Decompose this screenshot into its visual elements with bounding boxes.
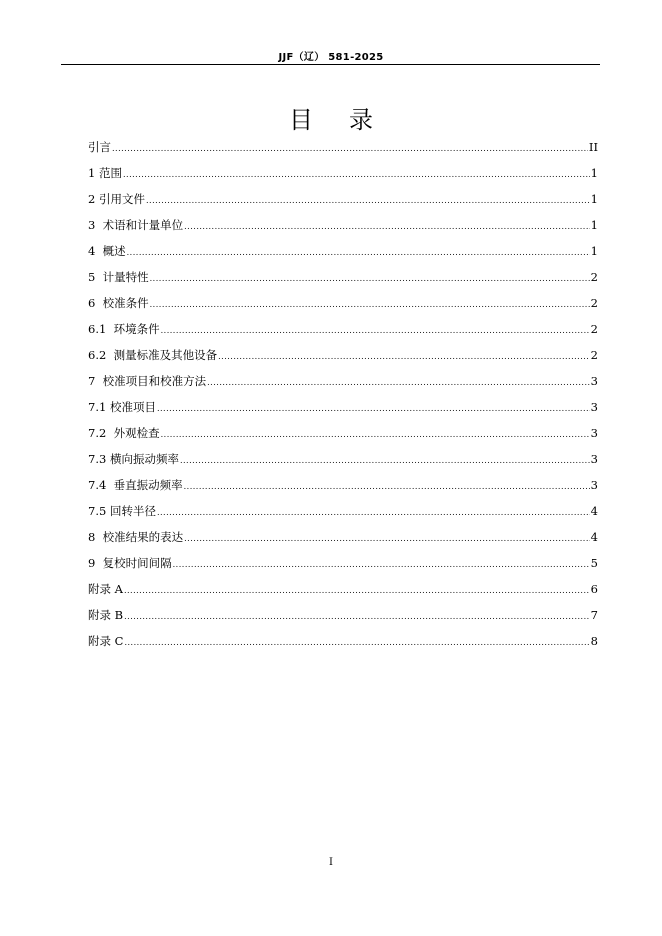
toc-entry-page: 5 (590, 556, 598, 570)
page-title: 目录 (289, 106, 409, 134)
toc-entry-label: 7.1 校准项目 (88, 400, 156, 414)
toc-dot-leader (124, 581, 590, 601)
toc-entry[interactable] (88, 605, 598, 631)
toc-entry-page: 7 (590, 608, 598, 622)
toc-entry-label: 1 范围 (88, 166, 122, 180)
toc-entry[interactable] (88, 267, 598, 293)
toc-dot-leader (157, 503, 590, 523)
toc-entry-label: 3 术语和计量单位 (88, 218, 184, 232)
toc-entry-page: 2 (590, 322, 598, 336)
header-rule (61, 64, 600, 65)
toc-entry[interactable] (88, 553, 598, 579)
toc-dot-leader (161, 321, 590, 341)
toc-dot-leader (173, 555, 590, 575)
toc-entry[interactable] (88, 163, 598, 189)
table-of-contents (88, 137, 598, 657)
toc-entry[interactable] (88, 501, 598, 527)
toc-dot-leader (123, 165, 590, 185)
toc-entry-page: 1 (590, 244, 598, 258)
toc-entry-page: 3 (590, 452, 598, 466)
toc-dot-leader (124, 607, 590, 627)
toc-entry-page: 6 (590, 582, 598, 596)
toc-entry-label: 7 校准项目和校准方法 (88, 374, 207, 388)
toc-entry[interactable] (88, 345, 598, 371)
toc-entry[interactable] (88, 475, 598, 501)
toc-entry-page: II (588, 140, 598, 154)
toc-dot-leader (218, 347, 590, 367)
toc-entry[interactable] (88, 371, 598, 397)
toc-dot-leader (207, 373, 590, 393)
toc-dot-leader (184, 529, 590, 549)
toc-entry-label: 6.2 测量标准及其他设备 (88, 348, 218, 362)
page-number: I (329, 857, 333, 868)
toc-entry-page: 8 (590, 634, 598, 648)
toc-entry-label: 9 复校时间间隔 (88, 556, 172, 570)
toc-entry-page: 1 (590, 166, 598, 180)
toc-entry[interactable] (88, 527, 598, 553)
toc-dot-leader (127, 243, 590, 263)
toc-entry-page: 3 (590, 478, 598, 492)
toc-entry-label: 7.2 外观检查 (88, 426, 160, 440)
toc-entry-label: 附录 C (88, 634, 124, 648)
toc-entry[interactable] (88, 631, 598, 657)
toc-entry[interactable] (88, 189, 598, 215)
toc-entry[interactable] (88, 215, 598, 241)
toc-entry[interactable] (88, 449, 598, 475)
toc-entry-page: 3 (590, 400, 598, 414)
toc-entry-page: 3 (590, 426, 598, 440)
toc-dot-leader (157, 399, 590, 419)
toc-dot-leader (150, 269, 590, 289)
toc-entry-page: 4 (590, 504, 598, 518)
toc-entry-label: 6 校准条件 (88, 296, 149, 310)
toc-dot-leader (184, 217, 590, 237)
toc-entry-label: 7.5 回转半径 (88, 504, 156, 518)
running-header: JJF（辽） 581-2025 (278, 52, 384, 63)
toc-entry-label: 6.1 环境条件 (88, 322, 160, 336)
toc-entry-label: 2 引用文件 (88, 192, 145, 206)
toc-dot-leader (184, 477, 590, 497)
toc-dot-leader (161, 425, 590, 445)
toc-entry[interactable] (88, 319, 598, 345)
toc-dot-leader (146, 191, 590, 211)
toc-dot-leader (124, 633, 589, 653)
toc-entry-label: 7.3 横向振动频率 (88, 452, 179, 466)
toc-entry-page: 4 (590, 530, 598, 544)
toc-entry-label: 5 计量特性 (88, 270, 149, 284)
toc-entry-label: 附录 A (88, 582, 123, 596)
toc-entry[interactable] (88, 579, 598, 605)
toc-dot-leader (150, 295, 590, 315)
toc-entry-page: 2 (590, 296, 598, 310)
toc-entry-page: 3 (590, 374, 598, 388)
toc-entry-label: 8 校准结果的表达 (88, 530, 184, 544)
toc-entry-page: 1 (590, 218, 598, 232)
toc-entry[interactable] (88, 293, 598, 319)
toc-entry[interactable] (88, 241, 598, 267)
toc-dot-leader (112, 139, 588, 159)
toc-entry[interactable] (88, 423, 598, 449)
toc-entry-page: 2 (590, 270, 598, 284)
toc-entry-page: 2 (590, 348, 598, 362)
toc-entry-label: 引言 (88, 140, 111, 154)
toc-entry-page: 1 (590, 192, 598, 206)
toc-entry-label: 附录 B (88, 608, 124, 622)
toc-dot-leader (180, 451, 590, 471)
toc-entry[interactable] (88, 137, 598, 163)
toc-entry[interactable] (88, 397, 598, 423)
toc-entry-label: 7.4 垂直振动频率 (88, 478, 183, 492)
toc-entry-label: 4 概述 (88, 244, 126, 258)
